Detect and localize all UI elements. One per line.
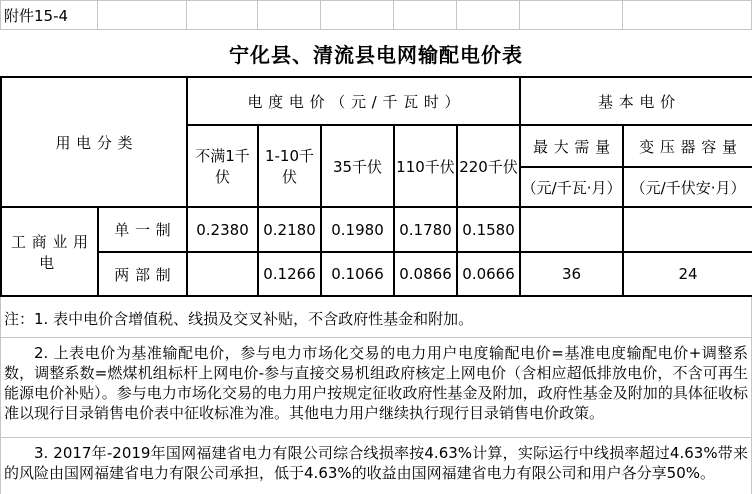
note-2: 2. 上表电价为基准输配电价，参与电力市场化交易的电力用户电度输配电价=基准电度输配电价+调整系数，调整系数=燃煤机组标杆上网电价-参与直接交易机组政府核定上网电价（含相应超低排放电价，不含可再生能源电价补贴）。参与电力市场化交易的电力用户按规定征收政府性基金及附加，政府性基金及附加的具体征收标准以现行目录销售电价表中征收标准为准。其他电力用户继续执行现行目录销售电价政策。 (1, 338, 751, 438)
attachment-label-cell (0, 1, 97, 29)
transformer-capacity-cell (623, 207, 752, 252)
page-title: 宁化县、清流县电网输配电价表 (229, 42, 523, 67)
header-usage-category: 用电分类 (1, 77, 187, 207)
empty-grid-cell (320, 1, 393, 29)
title-row (0, 30, 752, 76)
empty-grid-cell (456, 1, 519, 29)
header-max-demand: 最大需量 (520, 125, 623, 167)
empty-grid-cell (257, 1, 320, 29)
row-category-industrial-commercial: 工商业用电 (1, 207, 98, 296)
header-voltage-110kv: 110千伏 (394, 125, 457, 207)
price-cell: 0.0666 (457, 252, 520, 296)
price-cell: 0.1266 (258, 252, 321, 296)
header-max-demand-unit: （元/千瓦·月） (520, 167, 623, 207)
row-system-two-part: 两部制 (98, 252, 187, 296)
header-basic-price-group: 基本电价 (520, 77, 752, 125)
empty-grid-cell (393, 1, 456, 29)
notes-section (0, 297, 752, 494)
price-cell: 0.2380 (187, 207, 258, 252)
header-voltage-35kv: 35千伏 (321, 125, 394, 207)
max-demand-cell (520, 207, 623, 252)
price-cell: 0.2180 (258, 207, 321, 252)
empty-grid-cell (186, 1, 257, 29)
header-energy-price-group: 电度电价（元/千瓦时） (187, 77, 520, 125)
empty-grid-cell (97, 1, 186, 29)
price-cell: 0.1780 (394, 207, 457, 252)
header-voltage-1-10kv: 1-10千伏 (258, 125, 321, 207)
price-table (0, 76, 752, 297)
price-cell: 0.1066 (321, 252, 394, 296)
row-system-single: 单一制 (98, 207, 187, 252)
top-grid-row (0, 0, 752, 30)
header-transformer-capacity: 变压器容量 (623, 125, 752, 167)
price-cell (187, 252, 258, 296)
note-1: 注：1. 表中电价含增值税、线损及交叉补贴，不含政府性基金和附加。 (1, 297, 751, 338)
header-voltage-lt1kv: 不满1千伏 (187, 125, 258, 207)
price-cell: 0.1580 (457, 207, 520, 252)
empty-grid-cell (519, 1, 622, 29)
transformer-capacity-cell: 24 (623, 252, 752, 296)
attachment-label: 附件15-4 (4, 6, 69, 25)
empty-grid-cell (622, 1, 752, 29)
header-voltage-220kv: 220千伏 (457, 125, 520, 207)
price-cell: 0.1980 (321, 207, 394, 252)
max-demand-cell: 36 (520, 252, 623, 296)
price-cell: 0.0866 (394, 252, 457, 296)
header-transformer-capacity-unit: （元/千伏安·月） (623, 167, 752, 207)
note-3: 3. 2017年-2019年国网福建省电力有限公司综合线损率按4.63%计算，实际运行中线损率超过4.63%带来的风险由国网福建省电力有限公司承担，低于4.63%的收益由国网福建省电力有限公司和用户各分享50%。 (1, 438, 751, 494)
